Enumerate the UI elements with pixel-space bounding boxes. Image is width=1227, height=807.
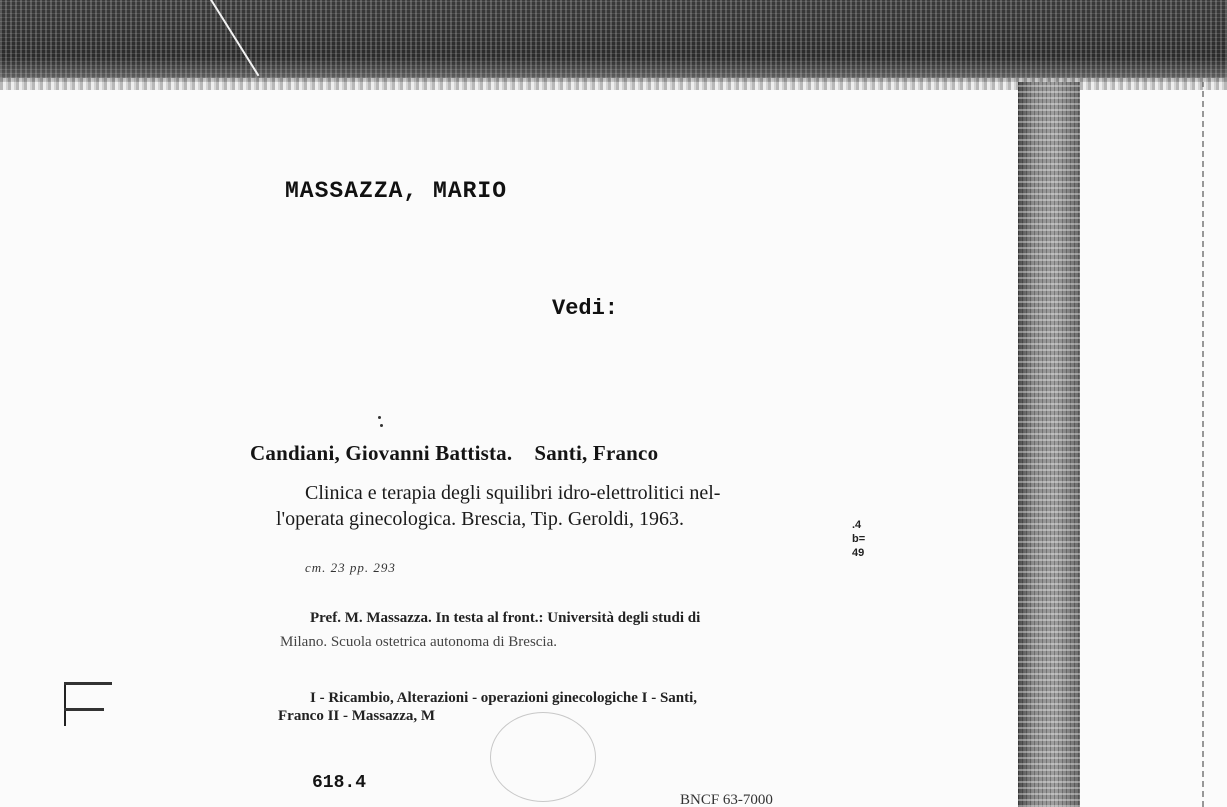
margin-bracket-bottom [64, 708, 104, 711]
side-annotation-marks: .4 b= 49 [852, 519, 866, 559]
authors-line [250, 441, 658, 466]
subject-line-1: I - Ricambio, Alterazioni - operazioni ginecologiche I - Santi, [310, 690, 698, 706]
collation-line: cm. 23 pp. 293 [305, 560, 396, 575]
classification-number: 618.4 [312, 773, 367, 793]
scan-top-border [0, 0, 1227, 82]
card-punch-hole [490, 712, 596, 802]
scan-right-border [1018, 82, 1080, 807]
scan-right-line [1202, 82, 1204, 807]
margin-bracket-vertical [64, 682, 66, 726]
card-heading: MASSAZZA, MARIO [285, 178, 508, 204]
author-secondary: Santi, Franco [534, 441, 659, 465]
margin-bracket-mark [62, 678, 112, 726]
stray-dot [378, 416, 381, 419]
margin-bracket-top [64, 682, 112, 685]
see-reference-label: Vedi: [552, 296, 619, 321]
title-line-2: l'operata ginecologica. Brescia, Tip. Geroldi, 1963. [276, 508, 684, 530]
bottom-reference: BNCF 63-7000 [680, 792, 773, 807]
note-line-2: Milano. Scuola ostetrica autonoma di Brescia. [280, 634, 558, 650]
author-primary: Candiani, Giovanni Battista. [250, 441, 513, 465]
title-line-1: Clinica e terapia degli squilibri idro-elettrolitici nel- [305, 482, 721, 504]
note-line-1: Pref. M. Massazza. In testa al front.: Università degli studi di [310, 610, 701, 626]
stray-dot [380, 424, 383, 427]
subject-line-2: Franco II - Massazza, M [278, 708, 436, 724]
